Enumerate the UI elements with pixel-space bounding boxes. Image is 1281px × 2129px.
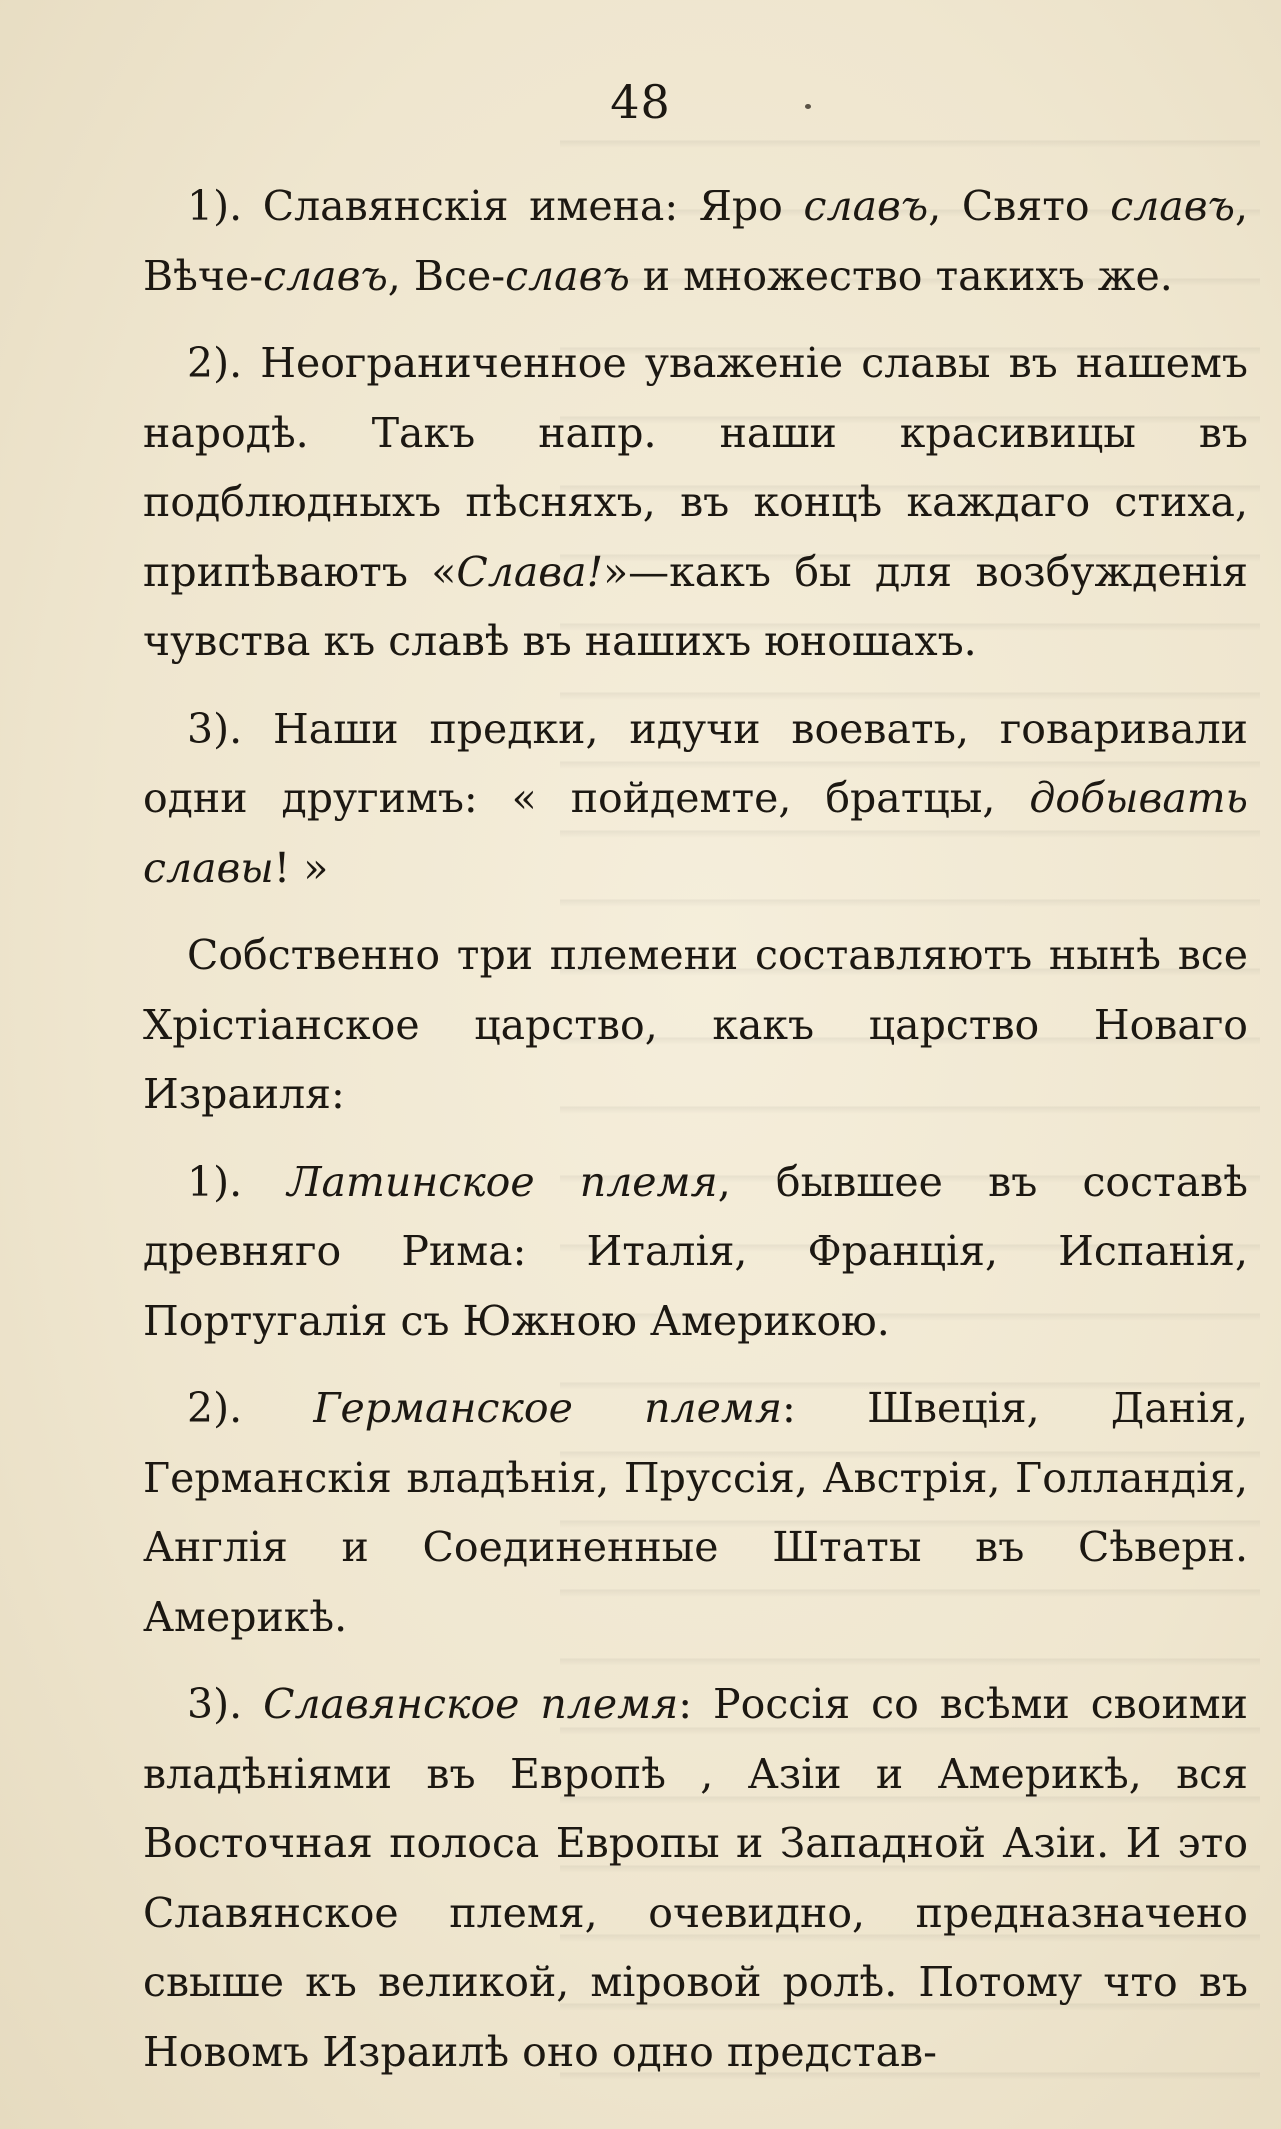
italic-text: славъ — [803, 182, 929, 230]
text-run: 2). — [187, 1384, 314, 1432]
italic-text: Латинское племя — [287, 1157, 718, 1206]
text-run: 2). Неограниченное уваженіе славы въ нашемъ народѣ. Такъ напр. наши красивицы въ подблюдныхъ пѣсняхъ, въ концѣ каждаго стиха, припѣваютъ « — [143, 339, 1248, 596]
italic-text: Слава! — [456, 547, 604, 596]
italic-text: славъ — [505, 251, 630, 300]
italic-text: Славянское племя — [263, 1680, 679, 1728]
paragraph-ancestors-war — [143, 695, 1248, 904]
italic-text: славъ — [263, 251, 388, 300]
paragraph-respect-for-glory — [143, 329, 1248, 677]
italic-text: добывать славы — [143, 774, 1248, 892]
text-run: 1). Славянскія имена: Яро — [187, 182, 804, 230]
paragraph-slavic-tribe — [143, 1670, 1248, 2087]
paragraph-latin-tribe — [143, 1148, 1248, 1357]
page-text — [143, 172, 1248, 2105]
text-run: »—какъ бы для возбужденія чувства къ славѣ въ нашихъ юношахъ. — [143, 547, 1248, 665]
paragraph-slavic-names — [143, 172, 1248, 311]
text-run: 3). Наши предки, идучи воевать, говаривали одни другимъ: « пойдемте, братцы, — [143, 704, 1248, 822]
text-run: ! » — [273, 843, 329, 892]
text-run: 1). — [187, 1157, 288, 1206]
text-run: и множество такихъ же. — [629, 251, 1173, 300]
text-run: Собственно три племени составляютъ нынѣ все Хрістіанское царство, какъ царство Новаго Израиля: — [143, 931, 1248, 1118]
page-number: 48 — [610, 75, 671, 129]
text-run: : Швеція, Данія, Германскія владѣнія, Пруссія, Австрія, Голландія, Англія и Соединенные Штаты въ Сѣверн. Америкѣ. — [143, 1384, 1248, 1641]
paragraph-germanic-tribe — [143, 1374, 1248, 1652]
italic-text: Германское племя — [313, 1384, 783, 1432]
text-run: , Вѣче- — [143, 182, 1248, 300]
text-run: : Россія со всѣми своими владѣніями въ Европѣ , Азіи и Америкѣ, вся Восточная полоса Европы и Западной Азіи. И это Славянское племя, очевидно, предназначено свыше къ великой, міровой ролѣ. Потому что въ Новомъ Израилѣ оно одно представ- — [143, 1680, 1248, 2076]
text-run: 3). — [187, 1680, 264, 1728]
text-run: , Все- — [387, 251, 506, 300]
text-run: , бывшее въ составѣ древняго Рима: Италія, Франція, Испанія, Португалія съ Южною Америкою. — [143, 1157, 1248, 1345]
text-run: , Свято — [928, 182, 1111, 230]
italic-text: славъ — [1110, 182, 1235, 230]
paragraph-three-tribes — [143, 921, 1248, 1130]
